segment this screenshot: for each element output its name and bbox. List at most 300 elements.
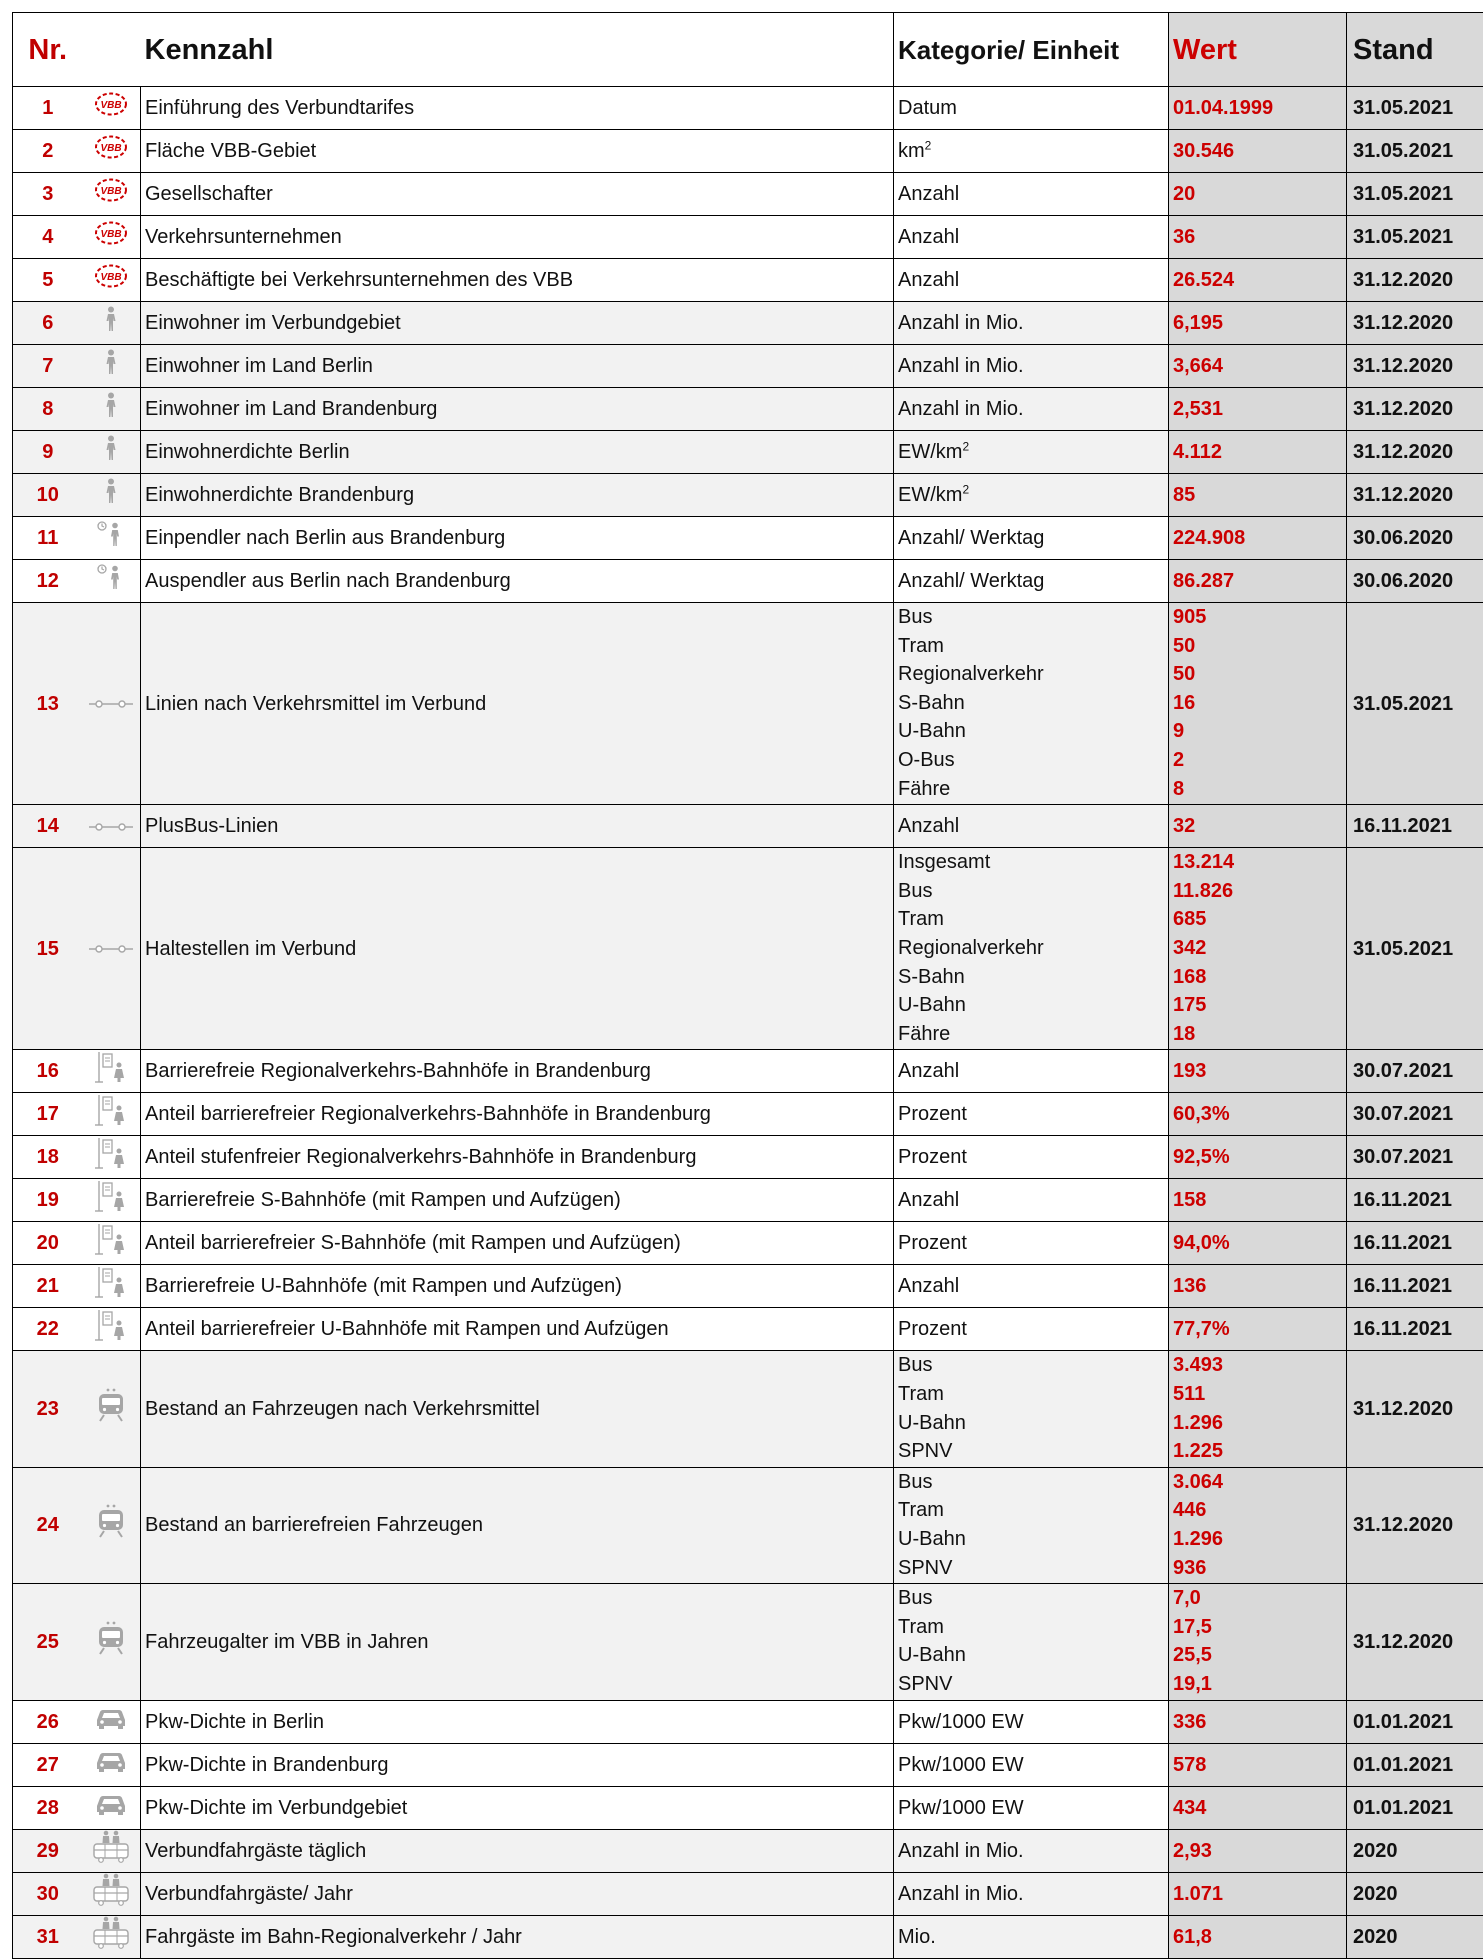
row-number: 1 xyxy=(13,87,83,130)
kategorie-line: Regionalverkehr xyxy=(898,660,1168,689)
kennzahl-cell: Einwohner im Land Berlin xyxy=(141,345,894,388)
table-row xyxy=(13,130,1483,173)
accessible-station-icon xyxy=(94,1094,128,1134)
kennzahl-cell: Haltestellen im Verbund xyxy=(141,848,894,1050)
wert-cell xyxy=(1169,1050,1347,1093)
stand-cell: 31.12.2020 xyxy=(1347,1467,1483,1583)
wert-value: 32 xyxy=(1173,815,1195,837)
row-number: 6 xyxy=(13,302,83,345)
car-icon xyxy=(94,1707,128,1737)
kennzahl-cell: Anteil stufenfreier Regionalverkehrs-Bahnhöfe in Brandenburg xyxy=(141,1136,894,1179)
kategorie-unit-exponent: 2 xyxy=(925,138,932,152)
car-icon xyxy=(94,1793,128,1823)
row-icon-cell xyxy=(83,388,141,431)
row-number: 10 xyxy=(13,474,83,517)
header-kategorie: Kategorie/ Einheit xyxy=(894,13,1169,87)
kategorie-line: Regionalverkehr xyxy=(898,934,1168,963)
kategorie-line: Bus xyxy=(898,1584,1168,1613)
kategorie-cell xyxy=(894,130,1169,173)
wert-value: 1.071 xyxy=(1173,1883,1223,1905)
stand-cell: 16.11.2021 xyxy=(1347,1179,1483,1222)
kennzahl-cell: Bestand an barrierefreien Fahrzeugen xyxy=(141,1467,894,1583)
stand-cell: 31.05.2021 xyxy=(1347,130,1483,173)
kategorie-cell xyxy=(894,1222,1169,1265)
kategorie-cell xyxy=(894,1050,1169,1093)
kennzahl-cell: Fahrgäste im Bahn-Regionalverkehr / Jahr xyxy=(141,1915,894,1958)
wert-value: 511 xyxy=(1173,1380,1346,1409)
table-row xyxy=(13,848,1483,1050)
row-icon-cell xyxy=(83,1050,141,1093)
route-line-icon xyxy=(88,935,134,963)
accessible-station-icon xyxy=(94,1223,128,1263)
kennzahl-cell: Anteil barrierefreier Regionalverkehrs-Bahnhöfe in Brandenburg xyxy=(141,1093,894,1136)
table-row xyxy=(13,603,1483,805)
kategorie-line: Pkw/1000 EW xyxy=(898,1754,1024,1776)
row-icon-cell xyxy=(83,1786,141,1829)
kennzahl-cell: Auspendler aus Berlin nach Brandenburg xyxy=(141,560,894,603)
header-icon-spacer xyxy=(83,13,141,87)
vbb-logo-icon xyxy=(94,177,128,211)
kategorie-line: Anzahl/ Werktag xyxy=(898,527,1044,549)
stand-cell: 30.06.2020 xyxy=(1347,560,1483,603)
wert-cell xyxy=(1169,1700,1347,1743)
wert-value: 224.908 xyxy=(1173,527,1245,549)
row-number: 22 xyxy=(13,1308,83,1351)
wert-value: 3.064 xyxy=(1173,1468,1346,1497)
wert-cell xyxy=(1169,517,1347,560)
row-number: 5 xyxy=(13,259,83,302)
row-number: 20 xyxy=(13,1222,83,1265)
wert-value: 50 xyxy=(1173,632,1346,661)
row-icon-cell xyxy=(83,173,141,216)
accessible-station-icon xyxy=(94,1137,128,1177)
kategorie-line: Anzahl xyxy=(898,226,959,248)
row-number: 19 xyxy=(13,1179,83,1222)
table-row xyxy=(13,1700,1483,1743)
kategorie-line: Bus xyxy=(898,1468,1168,1497)
row-icon-cell xyxy=(83,1351,141,1467)
row-number: 4 xyxy=(13,216,83,259)
header-nr: Nr. xyxy=(13,13,83,87)
kategorie-cell xyxy=(894,345,1169,388)
wert-value: 16 xyxy=(1173,689,1346,718)
row-number: 28 xyxy=(13,1786,83,1829)
kategorie-cell xyxy=(894,431,1169,474)
wert-value: 85 xyxy=(1173,484,1195,506)
table-row xyxy=(13,388,1483,431)
table-row xyxy=(13,216,1483,259)
row-number: 27 xyxy=(13,1743,83,1786)
kategorie-line: Fähre xyxy=(898,1020,1168,1049)
stand-cell: 30.07.2021 xyxy=(1347,1136,1483,1179)
vbb-logo-icon xyxy=(94,91,128,125)
kennzahl-cell: Einführung des Verbundtarifes xyxy=(141,87,894,130)
kategorie-cell xyxy=(894,1786,1169,1829)
table-row xyxy=(13,1915,1483,1958)
stand-cell: 01.01.2021 xyxy=(1347,1743,1483,1786)
row-number: 11 xyxy=(13,517,83,560)
wert-value: 168 xyxy=(1173,963,1346,992)
person-icon xyxy=(102,435,120,469)
kategorie-line: SPNV xyxy=(898,1437,1168,1466)
kategorie-line: Tram xyxy=(898,1496,1168,1525)
kategorie-unit: EW/km xyxy=(898,441,962,463)
row-icon-cell xyxy=(83,302,141,345)
kategorie-cell xyxy=(894,388,1169,431)
table-row xyxy=(13,1786,1483,1829)
kategorie-cell xyxy=(894,603,1169,805)
row-number: 8 xyxy=(13,388,83,431)
wert-value: 936 xyxy=(1173,1554,1346,1583)
svg-text:VBB: VBB xyxy=(101,100,122,111)
kategorie-unit-exponent: 2 xyxy=(962,482,969,496)
wert-value: 434 xyxy=(1173,1797,1206,1819)
kategorie-line: Tram xyxy=(898,1380,1168,1409)
stand-cell: 31.12.2020 xyxy=(1347,302,1483,345)
kategorie-cell xyxy=(894,87,1169,130)
kategorie-cell xyxy=(894,517,1169,560)
kategorie-line: U-Bahn xyxy=(898,1641,1168,1670)
wert-cell xyxy=(1169,1915,1347,1958)
table-row xyxy=(13,1351,1483,1467)
kategorie-cell xyxy=(894,302,1169,345)
wert-value: 685 xyxy=(1173,905,1346,934)
row-icon-cell xyxy=(83,87,141,130)
wert-value: 61,8 xyxy=(1173,1926,1212,1948)
stand-cell: 30.07.2021 xyxy=(1347,1050,1483,1093)
row-icon-cell xyxy=(83,1265,141,1308)
kennzahl-cell: Beschäftigte bei Verkehrsunternehmen des VBB xyxy=(141,259,894,302)
kennzahl-cell: Einwohner im Verbundgebiet xyxy=(141,302,894,345)
table-row xyxy=(13,1308,1483,1351)
wert-value: 6,195 xyxy=(1173,312,1223,334)
kennzahl-cell: Bestand an Fahrzeugen nach Verkehrsmittel xyxy=(141,1351,894,1467)
svg-text:VBB: VBB xyxy=(101,272,122,283)
kategorie-cell xyxy=(894,1915,1169,1958)
header-stand: Stand xyxy=(1347,13,1483,87)
wert-cell xyxy=(1169,1584,1347,1700)
kategorie-cell xyxy=(894,1136,1169,1179)
accessible-station-icon xyxy=(94,1309,128,1349)
kategorie-cell xyxy=(894,805,1169,848)
passengers-icon xyxy=(91,1916,131,1958)
person-icon xyxy=(102,478,120,512)
wert-value: 1.296 xyxy=(1173,1525,1346,1554)
wert-value: 175 xyxy=(1173,991,1346,1020)
kategorie-cell xyxy=(894,173,1169,216)
wert-value: 136 xyxy=(1173,1275,1206,1297)
row-number: 13 xyxy=(13,603,83,805)
row-icon-cell xyxy=(83,805,141,848)
wert-value: 77,7% xyxy=(1173,1318,1230,1340)
wert-cell xyxy=(1169,1872,1347,1915)
stand-cell: 01.01.2021 xyxy=(1347,1700,1483,1743)
wert-value: 20 xyxy=(1173,183,1195,205)
kategorie-line: Bus xyxy=(898,1351,1168,1380)
stand-cell: 16.11.2021 xyxy=(1347,1265,1483,1308)
row-number: 23 xyxy=(13,1351,83,1467)
wert-cell xyxy=(1169,848,1347,1050)
commuter-icon xyxy=(96,564,126,598)
row-icon-cell xyxy=(83,517,141,560)
car-icon xyxy=(94,1750,128,1780)
accessible-station-icon xyxy=(94,1180,128,1220)
table-row xyxy=(13,805,1483,848)
row-number: 31 xyxy=(13,1915,83,1958)
commuter-icon xyxy=(96,521,126,555)
row-icon-cell xyxy=(83,1700,141,1743)
kategorie-cell xyxy=(894,1872,1169,1915)
table-row xyxy=(13,560,1483,603)
table-row xyxy=(13,517,1483,560)
row-number: 12 xyxy=(13,560,83,603)
train-icon xyxy=(96,1504,126,1546)
table-row xyxy=(13,1467,1483,1583)
kategorie-line: S-Bahn xyxy=(898,689,1168,718)
table-row xyxy=(13,259,1483,302)
svg-text:VBB: VBB xyxy=(101,186,122,197)
kategorie-line: Prozent xyxy=(898,1146,967,1168)
wert-cell xyxy=(1169,603,1347,805)
table-row xyxy=(13,302,1483,345)
row-icon-cell xyxy=(83,474,141,517)
wert-value: 18 xyxy=(1173,1020,1346,1049)
kategorie-cell xyxy=(894,1351,1169,1467)
stand-cell: 31.12.2020 xyxy=(1347,1351,1483,1467)
row-icon-cell xyxy=(83,259,141,302)
stand-cell: 30.07.2021 xyxy=(1347,1093,1483,1136)
kennzahl-cell: Anteil barrierefreier U-Bahnhöfe mit Rampen und Aufzügen xyxy=(141,1308,894,1351)
kennzahl-cell: PlusBus-Linien xyxy=(141,805,894,848)
kennzahl-cell: Fläche VBB-Gebiet xyxy=(141,130,894,173)
svg-text:VBB: VBB xyxy=(101,229,122,240)
kennzahl-cell: Gesellschafter xyxy=(141,173,894,216)
row-number: 14 xyxy=(13,805,83,848)
kategorie-line: Anzahl xyxy=(898,183,959,205)
stand-cell: 31.05.2021 xyxy=(1347,216,1483,259)
wert-cell xyxy=(1169,1308,1347,1351)
row-number: 7 xyxy=(13,345,83,388)
kategorie-line: O-Bus xyxy=(898,746,1168,775)
row-icon-cell xyxy=(83,216,141,259)
row-number: 30 xyxy=(13,1872,83,1915)
row-number: 15 xyxy=(13,848,83,1050)
row-number: 17 xyxy=(13,1093,83,1136)
kategorie-line: Tram xyxy=(898,632,1168,661)
wert-cell xyxy=(1169,87,1347,130)
wert-value: 2,531 xyxy=(1173,398,1223,420)
wert-value: 30.546 xyxy=(1173,140,1234,162)
table-row xyxy=(13,1179,1483,1222)
wert-cell xyxy=(1169,1179,1347,1222)
kategorie-cell xyxy=(894,1467,1169,1583)
kategorie-line: Prozent xyxy=(898,1103,967,1125)
wert-cell xyxy=(1169,474,1347,517)
wert-cell xyxy=(1169,173,1347,216)
stand-cell: 2020 xyxy=(1347,1915,1483,1958)
table-row xyxy=(13,87,1483,130)
stand-cell: 01.01.2021 xyxy=(1347,1786,1483,1829)
stand-cell: 31.05.2021 xyxy=(1347,848,1483,1050)
kennzahl-cell: Barrierefreie U-Bahnhöfe (mit Rampen und Aufzügen) xyxy=(141,1265,894,1308)
vbb-logo-icon xyxy=(94,220,128,254)
row-number: 16 xyxy=(13,1050,83,1093)
wert-value: 19,1 xyxy=(1173,1670,1346,1699)
row-icon-cell xyxy=(83,1093,141,1136)
wert-cell xyxy=(1169,216,1347,259)
wert-cell xyxy=(1169,431,1347,474)
wert-value: 336 xyxy=(1173,1711,1206,1733)
wert-cell xyxy=(1169,1743,1347,1786)
wert-value: 2,93 xyxy=(1173,1840,1212,1862)
kategorie-line: Anzahl in Mio. xyxy=(898,355,1024,377)
wert-cell xyxy=(1169,1351,1347,1467)
row-icon-cell xyxy=(83,1222,141,1265)
wert-value: 3,664 xyxy=(1173,355,1223,377)
kategorie-cell xyxy=(894,1700,1169,1743)
row-number: 29 xyxy=(13,1829,83,1872)
kategorie-line: Tram xyxy=(898,1613,1168,1642)
passengers-icon xyxy=(91,1873,131,1915)
wert-cell xyxy=(1169,1829,1347,1872)
row-number: 24 xyxy=(13,1467,83,1583)
stand-cell: 2020 xyxy=(1347,1829,1483,1872)
kategorie-line: Anzahl in Mio. xyxy=(898,398,1024,420)
header-row xyxy=(13,13,1483,87)
table-row xyxy=(13,1265,1483,1308)
kennzahl-cell: Einwohnerdichte Brandenburg xyxy=(141,474,894,517)
kennzahl-cell: Linien nach Verkehrsmittel im Verbund xyxy=(141,603,894,805)
row-icon-cell xyxy=(83,1467,141,1583)
kategorie-line: SPNV xyxy=(898,1670,1168,1699)
kategorie-line: Datum xyxy=(898,97,957,119)
kategorie-line: Anzahl xyxy=(898,269,959,291)
table-row xyxy=(13,474,1483,517)
wert-cell xyxy=(1169,1265,1347,1308)
kategorie-line: Pkw/1000 EW xyxy=(898,1797,1024,1819)
person-icon xyxy=(102,349,120,383)
passengers-icon xyxy=(91,1830,131,1872)
accessible-station-icon xyxy=(94,1266,128,1306)
person-icon xyxy=(102,392,120,426)
kennzahl-cell: Fahrzeugalter im VBB in Jahren xyxy=(141,1584,894,1700)
row-icon-cell xyxy=(83,1872,141,1915)
wert-value: 446 xyxy=(1173,1496,1346,1525)
kategorie-unit-exponent: 2 xyxy=(962,439,969,453)
wert-value: 17,5 xyxy=(1173,1613,1346,1642)
kategorie-line: Prozent xyxy=(898,1318,967,1340)
route-line-icon xyxy=(88,690,134,718)
kennzahl-cell: Pkw-Dichte in Brandenburg xyxy=(141,1743,894,1786)
kennzahl-cell: Verbundfahrgäste/ Jahr xyxy=(141,1872,894,1915)
kategorie-line: Anzahl xyxy=(898,1189,959,1211)
kategorie-cell xyxy=(894,1179,1169,1222)
kategorie-cell xyxy=(894,848,1169,1050)
wert-value: 26.524 xyxy=(1173,269,1234,291)
kennzahl-cell: Barrierefreie S-Bahnhöfe (mit Rampen und Aufzügen) xyxy=(141,1179,894,1222)
vbb-logo-icon xyxy=(94,263,128,297)
kennzahl-cell: Einwohnerdichte Berlin xyxy=(141,431,894,474)
wert-cell xyxy=(1169,1467,1347,1583)
wert-value: 01.04.1999 xyxy=(1173,97,1273,119)
wert-value: 92,5% xyxy=(1173,1146,1230,1168)
route-line-icon xyxy=(88,813,134,841)
kategorie-cell xyxy=(894,1743,1169,1786)
wert-cell xyxy=(1169,1136,1347,1179)
table-row xyxy=(13,1136,1483,1179)
stand-cell: 31.12.2020 xyxy=(1347,431,1483,474)
row-number: 26 xyxy=(13,1700,83,1743)
header-kennzahl: Kennzahl xyxy=(141,13,894,87)
row-icon-cell xyxy=(83,345,141,388)
kennzahl-cell: Pkw-Dichte im Verbundgebiet xyxy=(141,1786,894,1829)
stand-cell: 31.12.2020 xyxy=(1347,259,1483,302)
kategorie-line: Anzahl xyxy=(898,1275,959,1297)
table-row xyxy=(13,1872,1483,1915)
wert-value: 94,0% xyxy=(1173,1232,1230,1254)
table-row xyxy=(13,1050,1483,1093)
stand-cell: 16.11.2021 xyxy=(1347,1222,1483,1265)
kategorie-cell xyxy=(894,1265,1169,1308)
wert-value: 905 xyxy=(1173,603,1346,632)
vbb-logo-icon xyxy=(94,134,128,168)
kategorie-line: Fähre xyxy=(898,775,1168,804)
accessible-station-icon xyxy=(94,1051,128,1091)
wert-cell xyxy=(1169,805,1347,848)
row-icon-cell xyxy=(83,1308,141,1351)
wert-value: 4.112 xyxy=(1173,441,1222,463)
wert-value: 7,0 xyxy=(1173,1584,1346,1613)
wert-value: 25,5 xyxy=(1173,1641,1346,1670)
wert-value: 342 xyxy=(1173,934,1346,963)
row-icon-cell xyxy=(83,1743,141,1786)
kennzahl-cell: Barrierefreie Regionalverkehrs-Bahnhöfe in Brandenburg xyxy=(141,1050,894,1093)
stand-cell: 16.11.2021 xyxy=(1347,805,1483,848)
wert-cell xyxy=(1169,259,1347,302)
wert-value: 578 xyxy=(1173,1754,1206,1776)
kategorie-line: U-Bahn xyxy=(898,1525,1168,1554)
kategorie-line: S-Bahn xyxy=(898,963,1168,992)
kategorie-line: Anzahl xyxy=(898,1060,959,1082)
kennzahl-cell: Verbundfahrgäste täglich xyxy=(141,1829,894,1872)
row-icon-cell xyxy=(83,1584,141,1700)
wert-value: 11.826 xyxy=(1173,877,1346,906)
kennzahl-cell: Verkehrsunternehmen xyxy=(141,216,894,259)
stand-cell: 31.05.2021 xyxy=(1347,173,1483,216)
stand-cell: 31.12.2020 xyxy=(1347,1584,1483,1700)
kategorie-unit: km xyxy=(898,140,925,162)
wert-value: 193 xyxy=(1173,1060,1206,1082)
kategorie-line: Anzahl/ Werktag xyxy=(898,570,1044,592)
svg-text:VBB: VBB xyxy=(101,143,122,154)
kategorie-cell xyxy=(894,216,1169,259)
header-wert: Wert xyxy=(1169,13,1347,87)
wert-value: 1.296 xyxy=(1173,1409,1346,1438)
kategorie-line: Anzahl xyxy=(898,815,959,837)
row-icon-cell xyxy=(83,603,141,805)
kennzahl-cell: Pkw-Dichte in Berlin xyxy=(141,1700,894,1743)
wert-value: 1.225 xyxy=(1173,1437,1346,1466)
row-number: 9 xyxy=(13,431,83,474)
kennzahlen-table xyxy=(12,12,1483,1959)
stand-cell: 31.12.2020 xyxy=(1347,345,1483,388)
wert-value: 13.214 xyxy=(1173,848,1346,877)
wert-value: 36 xyxy=(1173,226,1195,248)
row-icon-cell xyxy=(83,848,141,1050)
table-body xyxy=(13,87,1483,1959)
wert-cell xyxy=(1169,388,1347,431)
kategorie-line: Anzahl in Mio. xyxy=(898,312,1024,334)
